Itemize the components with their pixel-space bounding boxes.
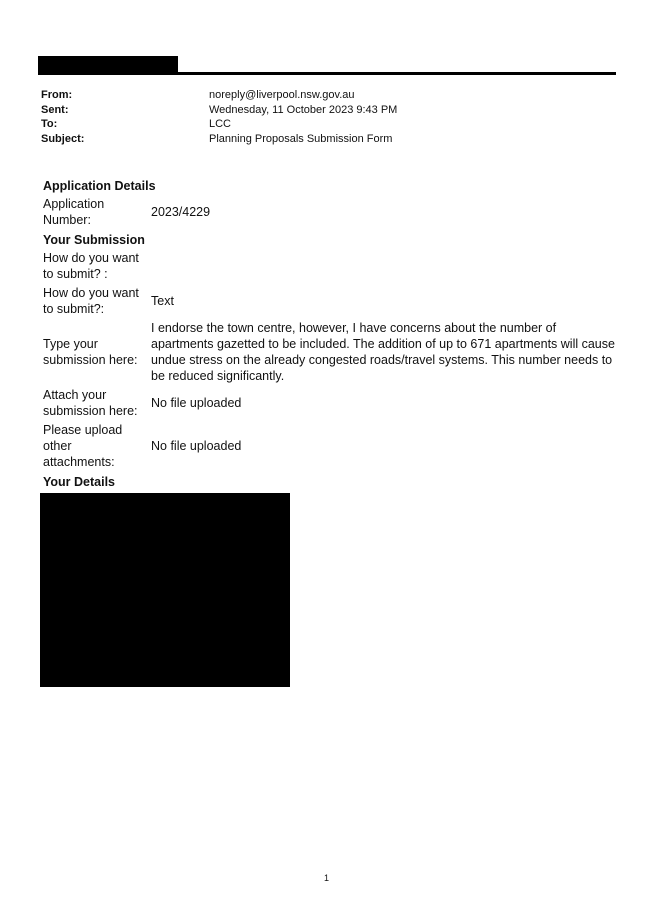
sent-label: Sent: [41, 103, 69, 116]
submission-form [43, 177, 618, 492]
label-line: attachments: [43, 455, 115, 469]
application-number-label [43, 196, 151, 228]
subject-value: Planning Proposals Submission Form [209, 132, 393, 145]
sent-value: Wednesday, 11 October 2023 9:43 PM [209, 103, 398, 116]
how-submit2-row [43, 285, 618, 317]
to-label: To: [41, 118, 58, 130]
type-submission-row [43, 320, 618, 384]
subject-row [41, 132, 601, 147]
to-row [41, 117, 601, 132]
label-line: Application [43, 197, 105, 211]
subject-label: Subject: [41, 132, 85, 145]
how-submit2-value: Text [151, 294, 174, 308]
upload-other-value: No file uploaded [151, 439, 242, 453]
page-number: 1 [323, 873, 329, 883]
your-details-heading: Your Details [43, 475, 116, 489]
label-line: How do you want [43, 251, 139, 265]
label-line: Attach your [43, 388, 107, 402]
label-line: submission here: [43, 404, 138, 418]
label-line: How do you want [43, 286, 139, 300]
how-submit-label [43, 250, 151, 282]
type-submission-label [43, 336, 151, 368]
how-submit-row [43, 250, 618, 282]
redaction-bar [38, 56, 178, 73]
application-number-value: 2023/4229 [151, 205, 211, 219]
label-line: to submit? : [43, 267, 108, 281]
attach-row [43, 387, 618, 419]
sent-row [41, 103, 601, 118]
application-details-heading: Application Details [43, 179, 156, 193]
how-submit2-label [43, 285, 151, 317]
attach-value: No file uploaded [151, 396, 242, 410]
label-line: Please upload [43, 423, 123, 437]
type-submission-value: I endorse the town centre, however, I have concerns about the number of apartments gazetted to be included. The addition of up to 671 apartments will cause undue stress on the already congested roads/travel systems. This number needs to be reduced significantly. [151, 321, 615, 383]
attach-label [43, 387, 151, 419]
upload-other-label [43, 422, 151, 470]
redaction-box [40, 493, 290, 687]
header-rule [38, 72, 616, 75]
from-value: noreply@liverpool.nsw.gov.au [209, 89, 355, 101]
label-line: other [43, 439, 72, 453]
application-number-row [43, 196, 618, 228]
to-value: LCC [209, 118, 232, 130]
label-line: to submit?: [43, 302, 105, 316]
label-line: submission here: [43, 353, 138, 367]
upload-other-row [43, 422, 618, 470]
your-submission-heading: Your Submission [43, 233, 145, 247]
email-header [41, 88, 601, 146]
label-line: Number: [43, 213, 91, 227]
from-row [41, 88, 601, 103]
from-label: From: [41, 89, 73, 101]
label-line: Type your [43, 337, 98, 351]
